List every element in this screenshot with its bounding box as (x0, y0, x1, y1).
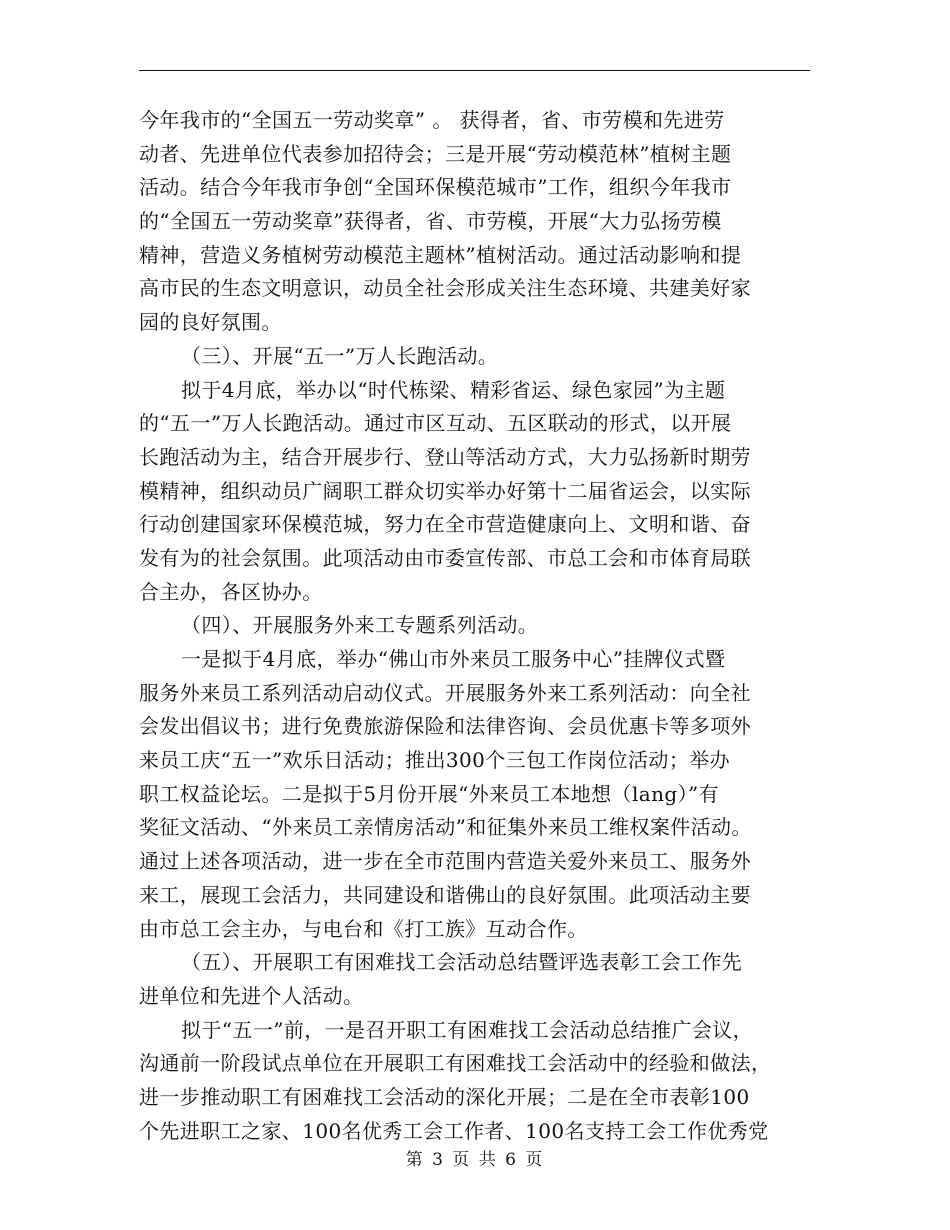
page-footer: 第 3 页 共 6 页 (405, 1150, 545, 1170)
text-line: 服务外来员工系列活动启动仪式。开展服务外来工系列活动：向全社 (139, 680, 751, 705)
text-line: 进一步推动职工有困难找工会活动的深化开展；二是在全市表彰100 (139, 1084, 750, 1109)
text-line: （四）、开展服务外来工专题系列活动。 (181, 613, 539, 638)
text-line: 今年我市的“全国五一劳动奖章” 。 获得者，省、市劳模和先进劳 (139, 108, 725, 132)
text-line: 高市民的生态文明意识，动员全社会形成关注生态环境、共建美好家 (139, 276, 751, 301)
text-line: 拟于“五一”前，一是召开职工有困难找工会活动总结推广会议， (181, 1017, 754, 1042)
text-line: 精神，营造义务植树劳动模范主题林”植树活动。通过活动影响和提 (139, 242, 742, 267)
body-text (139, 104, 819, 1148)
text-line: 动者、先进单位代表参加招待会；三是开展“劳动模范林”植树主题 (139, 141, 732, 166)
text-line: 园的良好氛围。 (139, 310, 282, 335)
text-line: 通过上述各项活动，进一步在全市范围内营造关爱外来员工、服务外 (139, 849, 751, 874)
text-line: 活动。结合今年我市争创“全国环保模范城市”工作，组织今年我市 (139, 175, 732, 200)
text-line: （五）、开展职工有困难找工会活动总结暨评选表彰工会工作先 (181, 950, 743, 975)
text-line: 职工权益论坛。二是拟于5月份开展“外来员工本地想（lang）”有 (139, 781, 719, 806)
text-line: 的“全国五一劳动奖章”获得者，省、市劳模，开展“大力弘扬劳模 (139, 209, 722, 234)
text-line: 行动创建国家环保模范城，努力在全市营造健康向上、文明和谐、奋 (139, 512, 751, 537)
text-line: （三）、开展“五一”万人长跑活动。 (181, 343, 499, 368)
text-line: 由市总工会主办，与电台和《打工族》互动合作。 (139, 916, 588, 941)
text-line: 个先进职工之家、100名优秀工会工作者、100名支持工会工作优秀党 (139, 1118, 769, 1143)
text-line: 来员工庆“五一”欢乐日活动；推出300个三包工作岗位活动；举办 (139, 748, 731, 773)
text-line: 长跑活动为主，结合开展步行、登山等活动方式，大力弘扬新时期劳 (139, 444, 751, 469)
text-line: 来工，展现工会活力，共同建设和谐佛山的良好氛围。此项活动主要 (139, 882, 751, 907)
text-line: 进单位和先进个人活动。 (139, 983, 364, 1008)
text-line: 一是拟于4月底，举办“佛山市外来员工服务中心”挂牌仪式暨 (181, 647, 726, 671)
text-line: 的“五一”万人长跑活动。通过市区互动、五区联动的形式，以开展 (139, 411, 732, 436)
text-line: 拟于4月底，举办以“时代栋梁、精彩省运、绿色家园”为主题 (181, 377, 726, 402)
text-line: 模精神，组织动员广阔职工群众切实举办好第十二届省运会，以实际 (139, 478, 751, 503)
text-line: 会发出倡议书；进行免费旅游保险和法律咨询、会员优惠卡等多项外 (139, 714, 751, 739)
header-rule (139, 70, 810, 71)
text-line: 合主办，各区协办。 (139, 579, 323, 604)
text-line: 发有为的社会氛围。此项活动由市委宣传部、市总工会和市体育局联 (139, 545, 751, 570)
text-line: 沟通前一阶段试点单位在开展职工有困难找工会活动中的经验和做法， (139, 1051, 772, 1076)
text-line: 奖征文活动、“外来员工亲情房活动”和征集外来员工维权案件活动。 (139, 815, 752, 840)
